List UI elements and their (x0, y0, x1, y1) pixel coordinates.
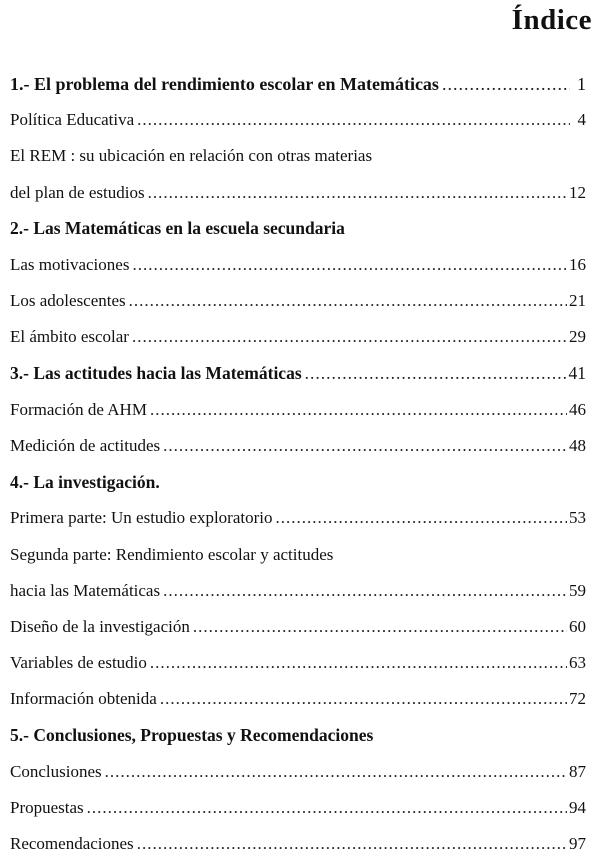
toc-entry-label: Las motivaciones (10, 255, 130, 275)
toc-entry-label: 2.- Las Matemáticas en la escuela secundaria (10, 218, 345, 239)
toc-entry[interactable] (10, 175, 586, 211)
dot-leader (105, 762, 567, 782)
toc-entry[interactable] (10, 428, 586, 464)
toc-section-heading[interactable] (10, 464, 586, 500)
toc-page-number: 1 (577, 73, 586, 94)
toc-entry-label: Conclusiones (10, 761, 102, 781)
dot-leader (275, 508, 567, 528)
toc-entry[interactable] (10, 536, 586, 572)
toc-entry[interactable] (10, 609, 586, 645)
toc-entry[interactable] (10, 826, 586, 862)
toc-section-heading[interactable] (10, 717, 586, 753)
toc-entry-label: Recomendaciones (10, 834, 134, 854)
toc-entry-label: del plan de estudios (10, 182, 145, 202)
toc-page-number: 12 (569, 182, 586, 202)
toc-entry[interactable] (10, 138, 586, 174)
page-title: Índice (511, 4, 592, 36)
dot-leader (137, 834, 567, 854)
dot-leader (163, 436, 567, 456)
toc-page-number: 59 (569, 580, 586, 600)
toc-page-number: 21 (569, 291, 586, 311)
table-of-contents (10, 66, 586, 862)
toc-entry-label: Propuestas (10, 797, 84, 817)
dot-leader (132, 255, 567, 275)
toc-page-number: 16 (569, 255, 586, 275)
dot-leader (87, 798, 567, 818)
toc-entry[interactable] (10, 283, 586, 319)
toc-page-number: 4 (577, 110, 586, 130)
toc-entry-label: 5.- Conclusiones, Propuestas y Recomendaciones (10, 724, 374, 745)
toc-entry-label: Segunda parte: Rendimiento escolar y actitudes (10, 544, 334, 564)
toc-entry[interactable] (10, 573, 586, 609)
toc-page-number: 48 (569, 435, 586, 455)
toc-section-heading[interactable] (10, 66, 586, 102)
toc-entry-label: 1.- El problema del rendimiento escolar en Matemáticas (10, 73, 439, 94)
toc-entry[interactable] (10, 102, 586, 138)
toc-entry[interactable] (10, 790, 586, 826)
toc-entry-label: Medición de actitudes (10, 435, 161, 455)
toc-entry-label: Información obtenida (10, 689, 157, 709)
toc-page-number: 63 (569, 653, 586, 673)
dot-leader (442, 74, 570, 95)
toc-page-number: 41 (568, 363, 586, 384)
toc-entry[interactable] (10, 754, 586, 790)
toc-page-number: 53 (569, 508, 586, 528)
toc-entry[interactable] (10, 500, 586, 536)
toc-entry-label: Diseño de la investigación (10, 616, 190, 636)
dot-leader (137, 110, 570, 130)
toc-section-heading[interactable] (10, 356, 586, 392)
toc-entry[interactable] (10, 645, 586, 681)
toc-page-number: 97 (569, 834, 586, 854)
dot-leader (129, 291, 567, 311)
toc-entry-label: hacia las Matemáticas (10, 580, 161, 600)
toc-entry-label: Variables de estudio (10, 653, 147, 673)
toc-entry-label: 4.- La investigación. (10, 471, 160, 492)
toc-entry-label: 3.- Las actitudes hacia las Matemáticas (10, 363, 302, 384)
toc-entry-label: El REM : su ubicación en relación con otras materias (10, 146, 373, 166)
dot-leader (163, 581, 567, 601)
dot-leader (160, 689, 567, 709)
toc-entry-label: Primera parte: Un estudio exploratorio (10, 508, 273, 528)
toc-page-number: 94 (569, 797, 586, 817)
toc-entry-label: Los adolescentes (10, 291, 126, 311)
dot-leader (305, 363, 567, 384)
toc-entry[interactable] (10, 681, 586, 717)
toc-section-heading[interactable] (10, 211, 586, 247)
toc-entry-label: Formación de AHM (10, 399, 147, 419)
dot-leader (150, 400, 567, 420)
toc-entry-label: Política Educativa (10, 110, 135, 130)
toc-entry-label: El ámbito escolar (10, 327, 129, 347)
dot-leader (148, 183, 567, 203)
dot-leader (132, 327, 567, 347)
toc-page-number: 60 (569, 616, 586, 636)
toc-page-number: 72 (569, 689, 586, 709)
toc-entry[interactable] (10, 247, 586, 283)
toc-page-number: 87 (569, 761, 586, 781)
dot-leader (193, 617, 567, 637)
toc-entry[interactable] (10, 319, 586, 355)
toc-page-number: 29 (569, 327, 586, 347)
toc-page-number: 46 (569, 399, 586, 419)
dot-leader (150, 653, 567, 673)
toc-entry[interactable] (10, 392, 586, 428)
